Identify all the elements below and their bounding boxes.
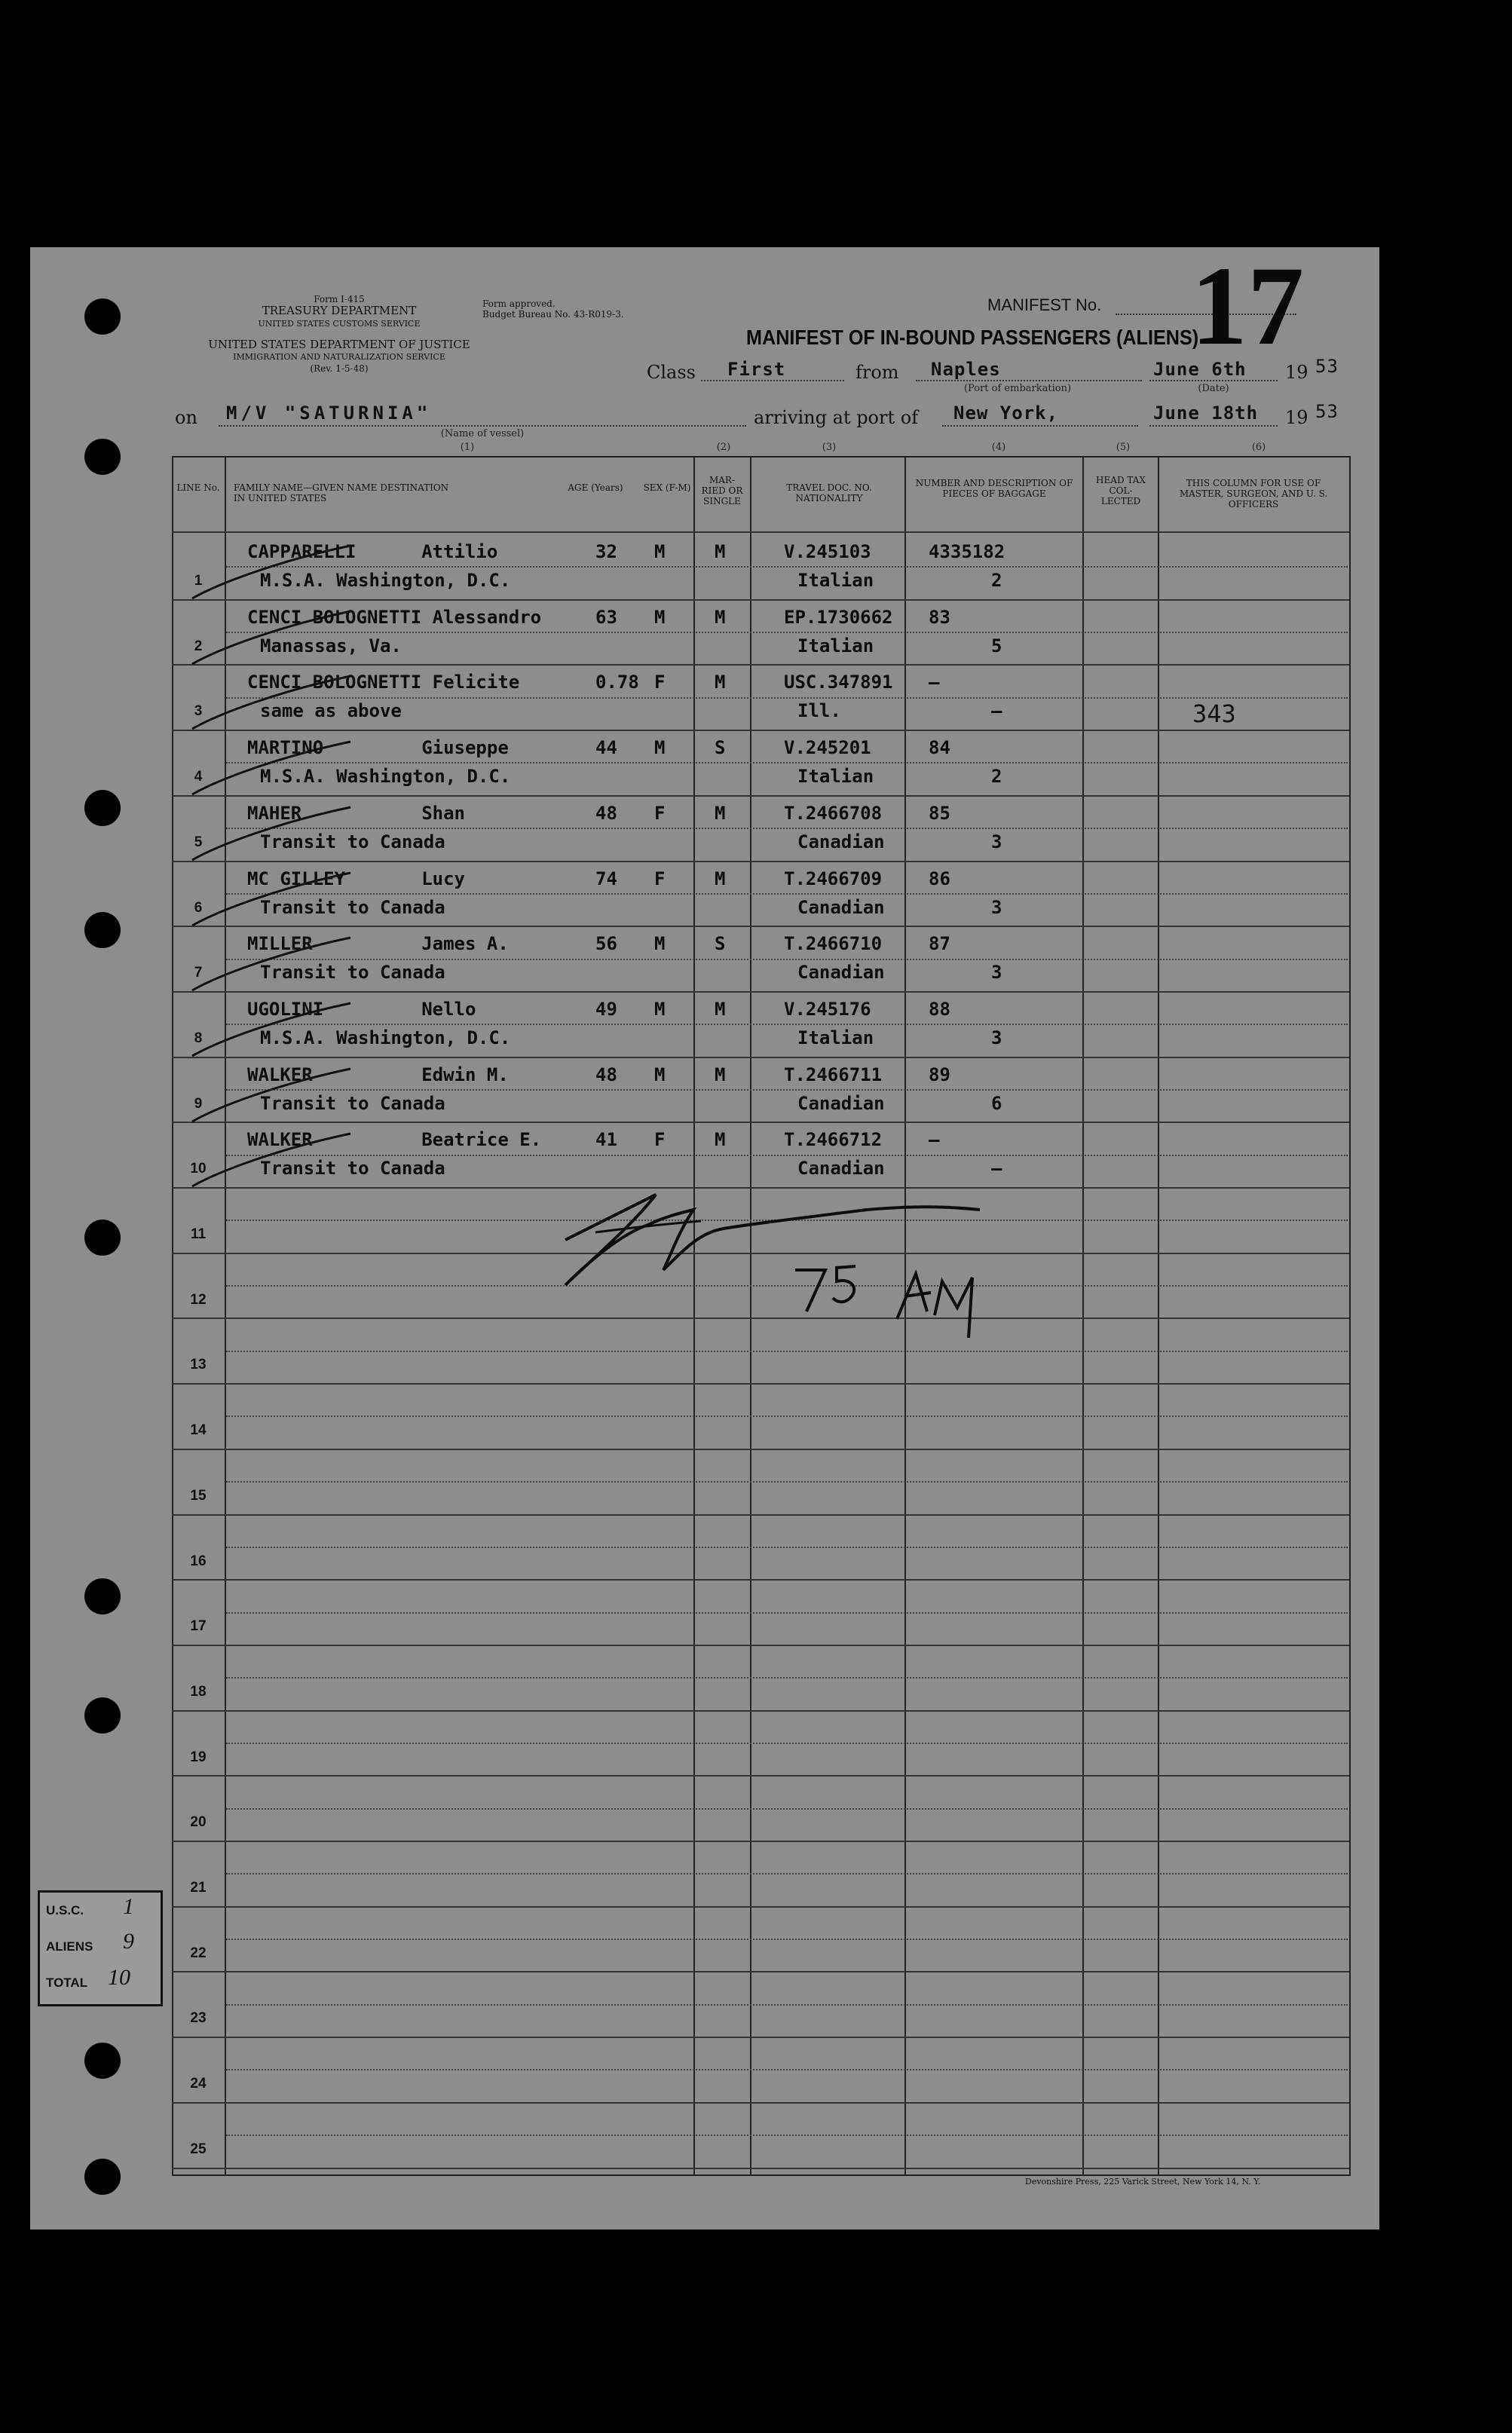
row-rule: [172, 2037, 1349, 2038]
class-line: [701, 380, 844, 381]
marital-status: M: [715, 1129, 726, 1151]
line-number: 6: [194, 899, 203, 916]
usc-label: U.S.C.: [46, 1903, 84, 1917]
row-rule: [172, 1841, 1349, 1842]
budget-bureau: Budget Bureau No. 43-R019-3.: [482, 309, 624, 320]
line-number: 3: [194, 703, 203, 720]
marital-status: M: [715, 998, 726, 1020]
row-rule: [172, 1906, 1349, 1908]
vessel-caption: (Name of vessel): [440, 428, 525, 439]
year-prefix: 19: [1285, 362, 1308, 383]
col-sex: SEX (F-M): [643, 482, 691, 493]
travel-doc-no: USC.347891: [784, 672, 893, 693]
row-midline: [226, 762, 1348, 764]
arriving-label: arriving at port of: [754, 407, 919, 428]
embarkation-port: Naples: [931, 359, 1001, 380]
sex: F: [654, 802, 666, 824]
row-rule: [172, 1645, 1349, 1646]
baggage-count: 83: [929, 606, 950, 628]
age: 48: [595, 802, 617, 824]
destination: Transit to Canada: [260, 1158, 445, 1180]
baggage-count: —: [929, 672, 940, 693]
col-baggage: NUMBER AND DESCRIPTION OF PIECES OF BAGGAGE: [915, 478, 1073, 499]
baggage-count: 85: [929, 802, 950, 824]
col1-number: (1): [460, 442, 475, 453]
row-midline: [226, 566, 1348, 568]
col-line-no: LINE No.: [176, 482, 220, 493]
punch-hole: [84, 1697, 121, 1734]
col-head-tax: HEAD TAX COL- LECTED: [1096, 475, 1146, 506]
row-rule: [172, 1514, 1349, 1516]
baggage-count: 88: [929, 998, 950, 1020]
check-stroke: [188, 930, 354, 998]
row-midline: [226, 1155, 1348, 1156]
nationality: Canadian: [797, 896, 885, 918]
year-prefix-2: 19: [1285, 407, 1308, 428]
line-number: 17: [190, 1618, 207, 1635]
age: 74: [595, 868, 617, 889]
nationality: Italian: [797, 1027, 874, 1048]
col-divider: [1082, 456, 1084, 2174]
baggage-pieces: —: [991, 700, 1002, 722]
row-midline: [226, 2004, 1348, 2006]
nationality: Canadian: [797, 962, 885, 984]
manifest-number: 17: [1191, 243, 1304, 369]
sex: F: [654, 672, 666, 693]
row-midline: [226, 1089, 1348, 1091]
row-rule: [172, 1710, 1349, 1712]
port-caption: (Port of embarkation): [963, 383, 1072, 394]
marital-status: M: [715, 672, 726, 693]
printer-credit: Devonshire Press, 225 Varick Street, New York 14, N. Y.: [1025, 2177, 1261, 2187]
aliens-count: 9: [123, 1929, 134, 1954]
manifest-label: MANIFEST No.: [987, 295, 1102, 314]
check-stroke: [188, 865, 354, 933]
line-number: 9: [194, 1095, 203, 1112]
port-line: [916, 380, 1142, 381]
punch-hole: [84, 790, 121, 826]
line-number: 7: [194, 965, 203, 981]
sex: F: [654, 868, 666, 889]
line-number: 16: [190, 1553, 207, 1569]
destination: Manassas, Va.: [260, 635, 402, 656]
destination: Transit to Canada: [260, 896, 445, 918]
line-number: 19: [190, 1749, 207, 1765]
baggage-pieces: 6: [991, 1092, 1002, 1114]
age: 41: [595, 1129, 617, 1151]
col-travel-doc: TRAVEL DOC. NO. NATIONALITY: [786, 482, 872, 503]
row-rule: [172, 1383, 1349, 1385]
line-number: 10: [190, 1161, 207, 1177]
marital-status: M: [715, 868, 726, 889]
destination: Transit to Canada: [260, 962, 445, 984]
time-annotation: [784, 1251, 1025, 1349]
baggage-pieces: 2: [991, 766, 1002, 788]
aliens-label: ALIENS: [46, 1939, 93, 1954]
punch-hole: [84, 2159, 121, 2195]
treasury-dept: TREASURY DEPARTMENT: [262, 304, 417, 317]
line-number: 14: [190, 1422, 207, 1439]
count-stamp: [38, 1890, 163, 2006]
row-midline: [226, 1351, 1348, 1352]
row-rule: [172, 1579, 1349, 1581]
arrival-year: 53: [1315, 401, 1339, 422]
row-midline: [226, 1743, 1348, 1744]
form-number: Form I-415: [314, 294, 365, 305]
age: 0.78: [595, 672, 639, 693]
arrival-line: [942, 425, 1138, 427]
destination: same as above: [260, 700, 402, 722]
row-rule: [172, 2168, 1349, 2169]
line-number: 20: [190, 1814, 207, 1831]
punch-hole: [84, 1578, 121, 1614]
age: 44: [595, 737, 617, 759]
col-name: FAMILY NAME—GIVEN NAME DESTINATION IN UNITED STATES: [234, 482, 449, 503]
check-stroke: [188, 669, 354, 736]
marital-status: M: [715, 1063, 726, 1085]
line-number: 4: [194, 769, 203, 785]
check-stroke: [188, 604, 354, 672]
manifest-title: MANIFEST OF IN-BOUND PASSENGERS (ALIENS): [746, 326, 1199, 349]
punch-hole: [84, 298, 121, 335]
col5-number: (5): [1116, 442, 1131, 453]
travel-doc-no: V.245201: [784, 737, 871, 759]
arrival-date: June 18th: [1153, 402, 1259, 424]
punch-hole: [84, 1220, 121, 1256]
col-age: AGE (Years): [568, 482, 623, 493]
ins-service: IMMIGRATION AND NATURALIZATION SERVICE: [233, 352, 445, 362]
sailing-date: June 6th: [1153, 359, 1247, 380]
vessel-line: [219, 425, 746, 427]
row-midline: [226, 1612, 1348, 1614]
line-number: 24: [190, 2076, 207, 2092]
row-midline: [226, 1481, 1348, 1483]
line-number: 8: [194, 1030, 203, 1046]
passenger-name: MARTINO Giuseppe: [247, 737, 509, 759]
sex: M: [654, 541, 666, 562]
line-number: 25: [190, 2141, 207, 2157]
arrival-port: New York,: [953, 402, 1059, 424]
age: 56: [595, 933, 617, 955]
baggage-count: 84: [929, 737, 950, 759]
vessel-name: M/V "SATURNIA": [226, 402, 432, 424]
baggage-pieces: —: [991, 1158, 1002, 1180]
line-number: 13: [190, 1357, 207, 1373]
row-midline: [226, 1415, 1348, 1417]
destination: Transit to Canada: [260, 1092, 445, 1114]
nationality: Italian: [797, 766, 874, 788]
travel-doc-no: EP.1730662: [784, 606, 893, 628]
row-midline: [226, 1939, 1348, 1940]
baggage-pieces: 3: [991, 831, 1002, 852]
row-midline: [226, 2069, 1348, 2070]
punch-hole: [84, 2043, 121, 2079]
row-rule: [172, 2102, 1349, 2104]
check-stroke: [188, 734, 354, 802]
row-midline: [226, 893, 1348, 895]
on-label: on: [175, 407, 197, 428]
class-value: First: [727, 359, 786, 380]
destination: Transit to Canada: [260, 831, 445, 852]
line-number: 11: [190, 1226, 207, 1242]
travel-doc-no: V.245176: [784, 998, 871, 1020]
line-number: 18: [190, 1683, 207, 1700]
punch-hole: [84, 439, 121, 475]
travel-doc-no: V.245103: [784, 541, 871, 562]
from-label: from: [855, 362, 899, 383]
check-stroke: [188, 538, 354, 606]
marital-status: M: [715, 541, 726, 562]
usc-count: 1: [123, 1894, 134, 1919]
justice-dept: UNITED STATES DEPARTMENT OF JUSTICE: [208, 338, 470, 351]
passenger-name: WALKER Beatrice E.: [247, 1129, 542, 1151]
baggage-pieces: 3: [991, 962, 1002, 984]
passenger-name: MC GILLEY Lucy: [247, 868, 465, 889]
destination: M.S.A. Washington, D.C.: [260, 1027, 511, 1048]
header-rule: [172, 531, 1349, 533]
baggage-pieces: 3: [991, 896, 1002, 918]
sex: M: [654, 1063, 666, 1085]
date-line: [1149, 380, 1278, 381]
form-approved: Form approved.: [482, 298, 556, 309]
sex: M: [654, 606, 666, 628]
check-stroke: [188, 1061, 354, 1129]
row-rule: [172, 1971, 1349, 1972]
sex: M: [654, 737, 666, 759]
baggage-count: 89: [929, 1063, 950, 1085]
nationality: Canadian: [797, 1092, 885, 1114]
punch-hole: [84, 912, 121, 948]
sex: F: [654, 1129, 666, 1151]
col-divider: [1158, 456, 1159, 2174]
line-number: 5: [194, 834, 203, 850]
travel-doc-no: T.2466710: [784, 933, 883, 955]
line-number: 1: [194, 573, 203, 589]
baggage-count: 86: [929, 868, 950, 889]
passenger-name: WALKER Edwin M.: [247, 1063, 509, 1085]
line-number: 22: [190, 1945, 207, 1961]
travel-doc-no: T.2466708: [784, 802, 883, 824]
baggage-pieces: 3: [991, 1027, 1002, 1048]
line-number: 23: [190, 2010, 207, 2027]
baggage-count: 87: [929, 933, 950, 955]
check-stroke: [188, 1126, 354, 1194]
check-stroke: [188, 800, 354, 868]
travel-doc-no: T.2466709: [784, 868, 883, 889]
destination: M.S.A. Washington, D.C.: [260, 766, 511, 788]
check-stroke: [188, 996, 354, 1063]
age: 49: [595, 998, 617, 1020]
col6-number: (6): [1251, 442, 1266, 453]
row-rule: [172, 1449, 1349, 1450]
row-midline: [226, 697, 1348, 699]
sailing-year: 53: [1315, 356, 1339, 377]
col3-number: (3): [822, 442, 837, 453]
baggage-count: —: [929, 1129, 940, 1151]
marital-status: M: [715, 606, 726, 628]
passenger-name: MAHER Shan: [247, 802, 465, 824]
nationality: Canadian: [797, 831, 885, 852]
total-label: TOTAL: [46, 1975, 88, 1990]
col-married: MAR- RIED OR SINGLE: [701, 475, 743, 506]
customs-service: UNITED STATES CUSTOMS SERVICE: [258, 319, 421, 329]
age: 48: [595, 1063, 617, 1085]
destination: M.S.A. Washington, D.C.: [260, 570, 511, 591]
passenger-name: CAPPARELLI Attilio: [247, 541, 498, 562]
nationality: Italian: [797, 635, 874, 656]
col-officers: THIS COLUMN FOR USE OF MASTER, SURGEON, AND U. S. OFFICERS: [1179, 478, 1328, 510]
revision: (Rev. 1-5-48): [310, 363, 369, 374]
nationality: Ill.: [797, 700, 841, 722]
sex: M: [654, 933, 666, 955]
line-number: 15: [190, 1487, 207, 1504]
row-midline: [226, 2135, 1348, 2136]
age: 63: [595, 606, 617, 628]
marital-status: S: [715, 737, 726, 759]
passenger-name: CENCI BOLOGNETTI Alessandro: [247, 606, 542, 628]
col2-number: (2): [716, 442, 731, 453]
passenger-name: MILLER James A.: [247, 933, 509, 955]
row-midline: [226, 1677, 1348, 1679]
travel-doc-no: T.2466712: [784, 1129, 883, 1151]
nationality: Canadian: [797, 1158, 885, 1180]
row-midline: [226, 959, 1348, 960]
col4-number: (4): [991, 442, 1006, 453]
row-midline: [226, 828, 1348, 829]
baggage-pieces: 2: [991, 570, 1002, 591]
passenger-name: UGOLINI Nello: [247, 998, 476, 1020]
marital-status: M: [715, 802, 726, 824]
marital-status: S: [715, 933, 726, 955]
baggage-count: 4335182: [929, 541, 1005, 562]
passenger-name: CENCI BOLOGNETTI Felicite: [247, 672, 520, 693]
date-caption: (Date): [1198, 383, 1229, 394]
row-midline: [226, 1873, 1348, 1874]
baggage-pieces: 5: [991, 635, 1002, 656]
row-midline: [226, 632, 1348, 633]
line-number: 2: [194, 638, 203, 654]
row-midline: [226, 1808, 1348, 1810]
row-rule: [172, 1775, 1349, 1777]
officer-note: 343: [1192, 699, 1236, 728]
nationality: Italian: [797, 570, 874, 591]
total-count: 10: [108, 1965, 130, 1990]
arrival-date-line: [1149, 425, 1278, 427]
line-number: 12: [190, 1291, 207, 1308]
class-label: Class: [647, 362, 696, 383]
row-midline: [226, 1024, 1348, 1025]
line-number: 21: [190, 1880, 207, 1896]
age: 32: [595, 541, 617, 562]
row-midline: [226, 1547, 1348, 1548]
travel-doc-no: T.2466711: [784, 1063, 883, 1085]
sex: M: [654, 998, 666, 1020]
